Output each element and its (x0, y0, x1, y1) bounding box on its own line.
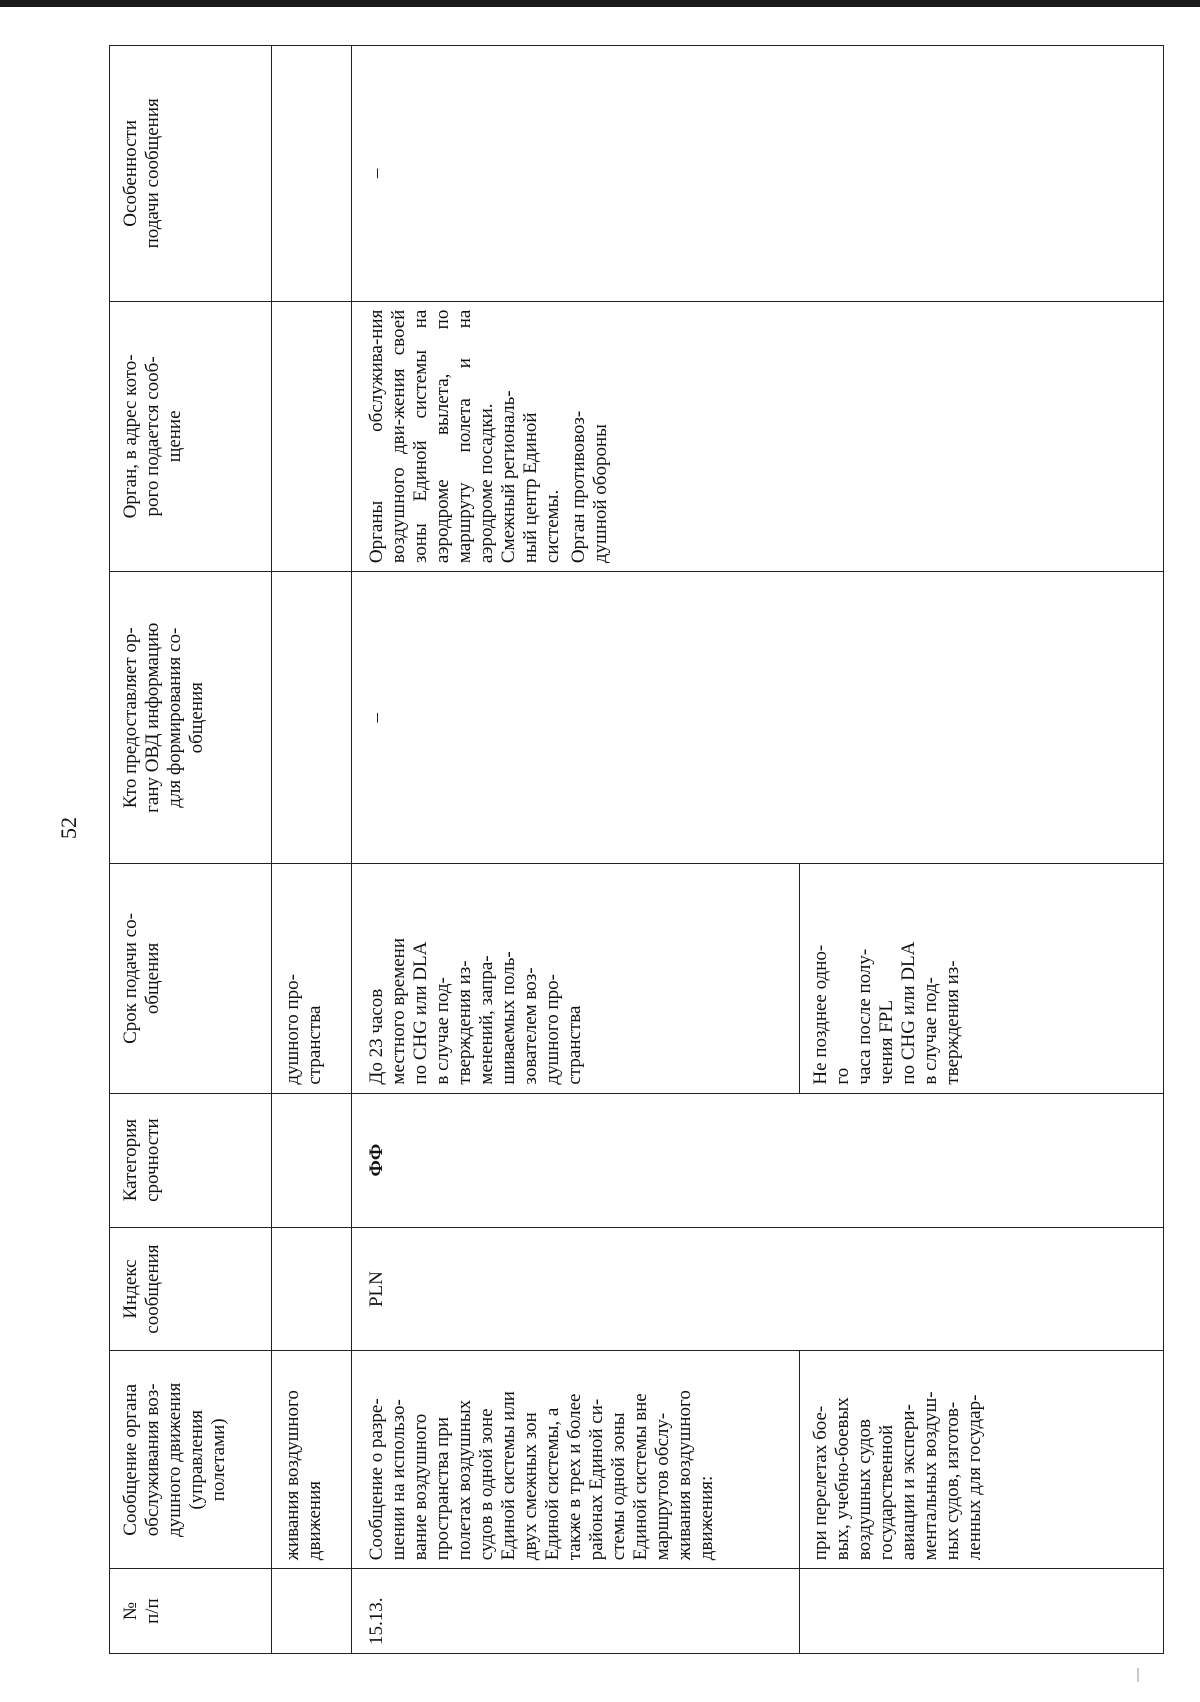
header-number: № п/п (110, 1569, 272, 1654)
cell-index: PLN (352, 1227, 1164, 1351)
header-provider: Кто предоставляет ор- гану ОВД информацию для формирования со- общения (110, 572, 272, 864)
cell-num-sub-empty (800, 1569, 1164, 1654)
scan-top-border (0, 0, 1200, 7)
scan-artifact (1137, 1668, 1139, 1682)
recipient-regional-center: Смежный региональ- ный центр Единой системы. (498, 390, 563, 564)
cell-message: Сообщение о разре- шении на использо- вание воздушного пространства при полетах воздушных судов в одной зоне Единой системы или двух смежных зон Единой системы, а также в трех и более районах Единой си- стемы одной зоны Единой системы вне маршрутов обслу- живания воздушного движения: (352, 1351, 800, 1569)
cell-row-number: 15.13. (352, 1569, 800, 1654)
cell-num-empty (272, 1569, 352, 1654)
table-header-row (110, 46, 272, 1654)
cell-category: ФФ (352, 1093, 1164, 1227)
table-row-continuation (272, 46, 352, 1654)
page-number: 52 (56, 817, 81, 839)
cell-provider-empty (272, 572, 352, 864)
cell-message-sub: при перелетах бое- вых, учебно-боевых воздушных судов государственной авиации и экспери- ментальных воздуш- ных судов, изготов- ленных для государ- (800, 1351, 1164, 1569)
rotated-table-sheet (109, 45, 1164, 1654)
header-features: Особенности подачи сообщения (110, 46, 272, 302)
cell-index-empty (272, 1227, 352, 1351)
cell-features: – (352, 46, 1164, 302)
cell-provider: – (352, 572, 1164, 864)
header-message: Сообщение органа обслуживания воз- душного движения (управления полетами) (110, 1351, 272, 1569)
cell-recipient (352, 301, 1164, 571)
cell-deadline-2: Не позднее одно- го часа после полу- чения FPL по CHG или DLA в случае под- тверждения из- (800, 864, 1164, 1093)
cell-category-empty (272, 1093, 352, 1227)
recipient-air-defense: Орган противовоз- душной обороны (568, 410, 611, 564)
header-deadline: Срок подачи со- общения (110, 864, 272, 1093)
header-category: Категория срочности (110, 1093, 272, 1227)
cell-deadline-continuation: душного про- странства (272, 864, 352, 1093)
cell-features-empty (272, 46, 352, 302)
cell-recipient-empty (272, 301, 352, 571)
cell-deadline-1: До 23 часов местного времени по CHG или DLA в случае под- тверждения из- менений, запра- шиваемых поль- зователем воз- душного про- странства (352, 864, 800, 1093)
messages-table (109, 45, 1164, 1654)
recipient-atc-units: Органы обслужива-ния воздушного дви-жения своей зоны Единой системы на аэродроме вылета, по маршруту полета и на аэродроме посадки. (366, 309, 497, 564)
header-index: Индекс сообщения (110, 1227, 272, 1351)
table-row-15-13 (352, 46, 800, 1654)
cell-message-continuation: живания воздушного движения (272, 1351, 352, 1569)
header-recipient: Орган, в адрес кото- рого подается сооб- щение (110, 301, 272, 571)
